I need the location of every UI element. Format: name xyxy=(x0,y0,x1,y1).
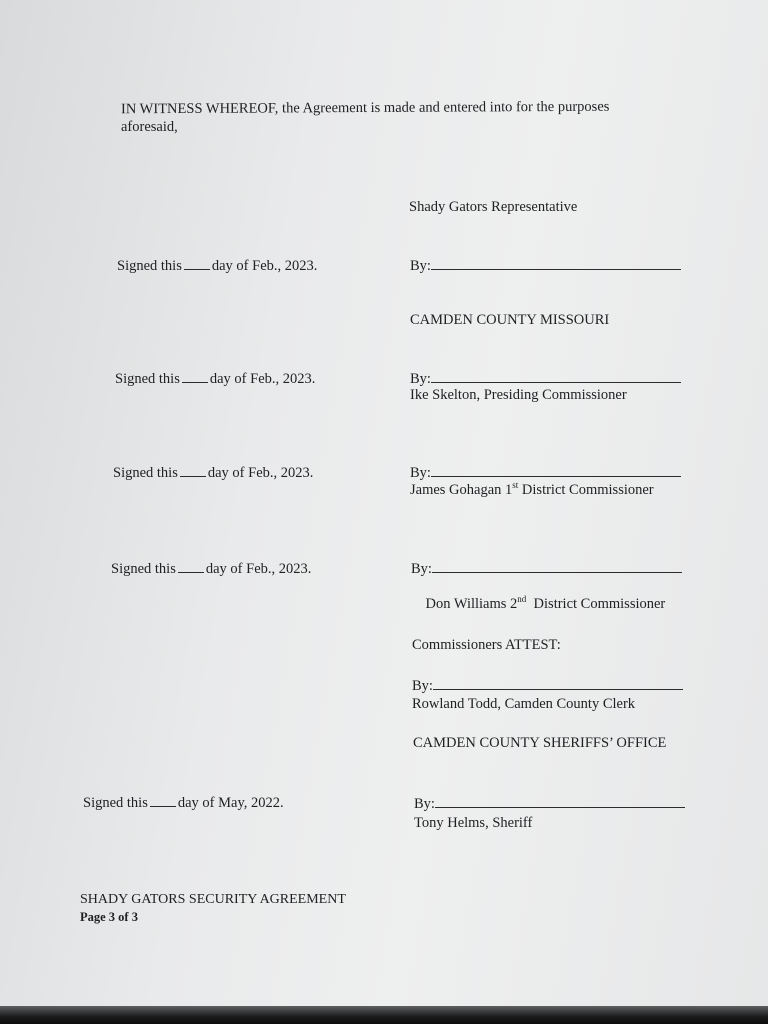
signature-blank xyxy=(432,559,682,573)
by-label: By: xyxy=(410,465,431,481)
by-label: By: xyxy=(411,561,432,577)
signed-suffix: day of Feb., 2023. xyxy=(209,371,316,387)
day-blank xyxy=(184,256,210,270)
first-district-commissioner-name xyxy=(410,481,654,499)
sheriff-name: Tony Helms, Sheriff xyxy=(414,815,533,831)
by-label: By: xyxy=(410,371,431,387)
signed-line-1st-district xyxy=(113,463,313,482)
signature-blank xyxy=(431,369,681,383)
name-suffix: District Commissioner xyxy=(518,482,654,498)
signed-suffix: day of Feb., 2023. xyxy=(207,465,314,481)
day-blank xyxy=(178,559,204,573)
signature-blank xyxy=(431,463,681,477)
second-district-commissioner-name xyxy=(411,577,665,631)
preamble-line-1: IN WITNESS WHEREOF, the Agreement is made and entered into for the purposes xyxy=(120,98,610,118)
county-clerk-name: Rowland Todd, Camden County Clerk xyxy=(412,696,636,712)
signed-line-presiding-commissioner xyxy=(115,369,315,388)
signature-blank xyxy=(435,794,685,808)
signed-prefix: Signed this xyxy=(83,795,148,811)
presiding-commissioner-name: Ike Skelton, Presiding Commissioner xyxy=(410,387,627,403)
signature-blank xyxy=(433,676,683,690)
signature-line-county-clerk xyxy=(412,676,683,695)
by-label: By: xyxy=(412,678,433,694)
ordinal-suffix: st xyxy=(512,480,519,491)
day-blank xyxy=(182,369,208,383)
preamble-line-2: aforesaid, xyxy=(121,119,178,135)
by-label: By: xyxy=(410,258,431,274)
shady-gators-heading: Shady Gators Representative xyxy=(409,199,578,215)
name-prefix: James Gohagan 1 xyxy=(410,482,513,498)
signed-suffix: day of Feb., 2023. xyxy=(211,258,318,274)
footer-title: SHADY GATORS SECURITY AGREEMENT xyxy=(80,892,346,907)
signature-blank xyxy=(431,256,681,270)
footer-page-number: Page 3 of 3 xyxy=(80,910,138,924)
by-label: By: xyxy=(414,796,435,812)
day-blank xyxy=(150,793,176,807)
signed-prefix: Signed this xyxy=(115,371,180,387)
attest-heading: Commissioners ATTEST: xyxy=(412,637,561,653)
camden-county-heading: CAMDEN COUNTY MISSOURI xyxy=(410,312,610,328)
name-prefix: Don Williams 2 xyxy=(425,596,518,612)
signed-line-shady-gators xyxy=(117,256,317,275)
signature-line-shady-gators xyxy=(410,256,681,275)
sheriffs-office-heading: CAMDEN COUNTY SHERIFFS’ OFFICE xyxy=(413,735,667,751)
signature-line-sheriff xyxy=(414,794,685,813)
day-blank xyxy=(180,463,206,477)
signature-line-2nd-district xyxy=(411,559,682,578)
table-edge xyxy=(0,1006,768,1024)
signed-prefix: Signed this xyxy=(117,258,182,274)
signed-line-2nd-district xyxy=(111,559,311,578)
signed-suffix: day of May, 2022. xyxy=(177,795,284,811)
signature-line-1st-district xyxy=(410,463,681,482)
signed-prefix: Signed this xyxy=(113,465,178,481)
name-suffix: District Commissioner xyxy=(526,596,666,612)
signed-line-sheriff xyxy=(83,793,284,812)
ordinal-suffix: nd xyxy=(517,594,527,605)
signed-suffix: day of Feb., 2023. xyxy=(205,561,312,577)
signed-prefix: Signed this xyxy=(111,561,176,577)
